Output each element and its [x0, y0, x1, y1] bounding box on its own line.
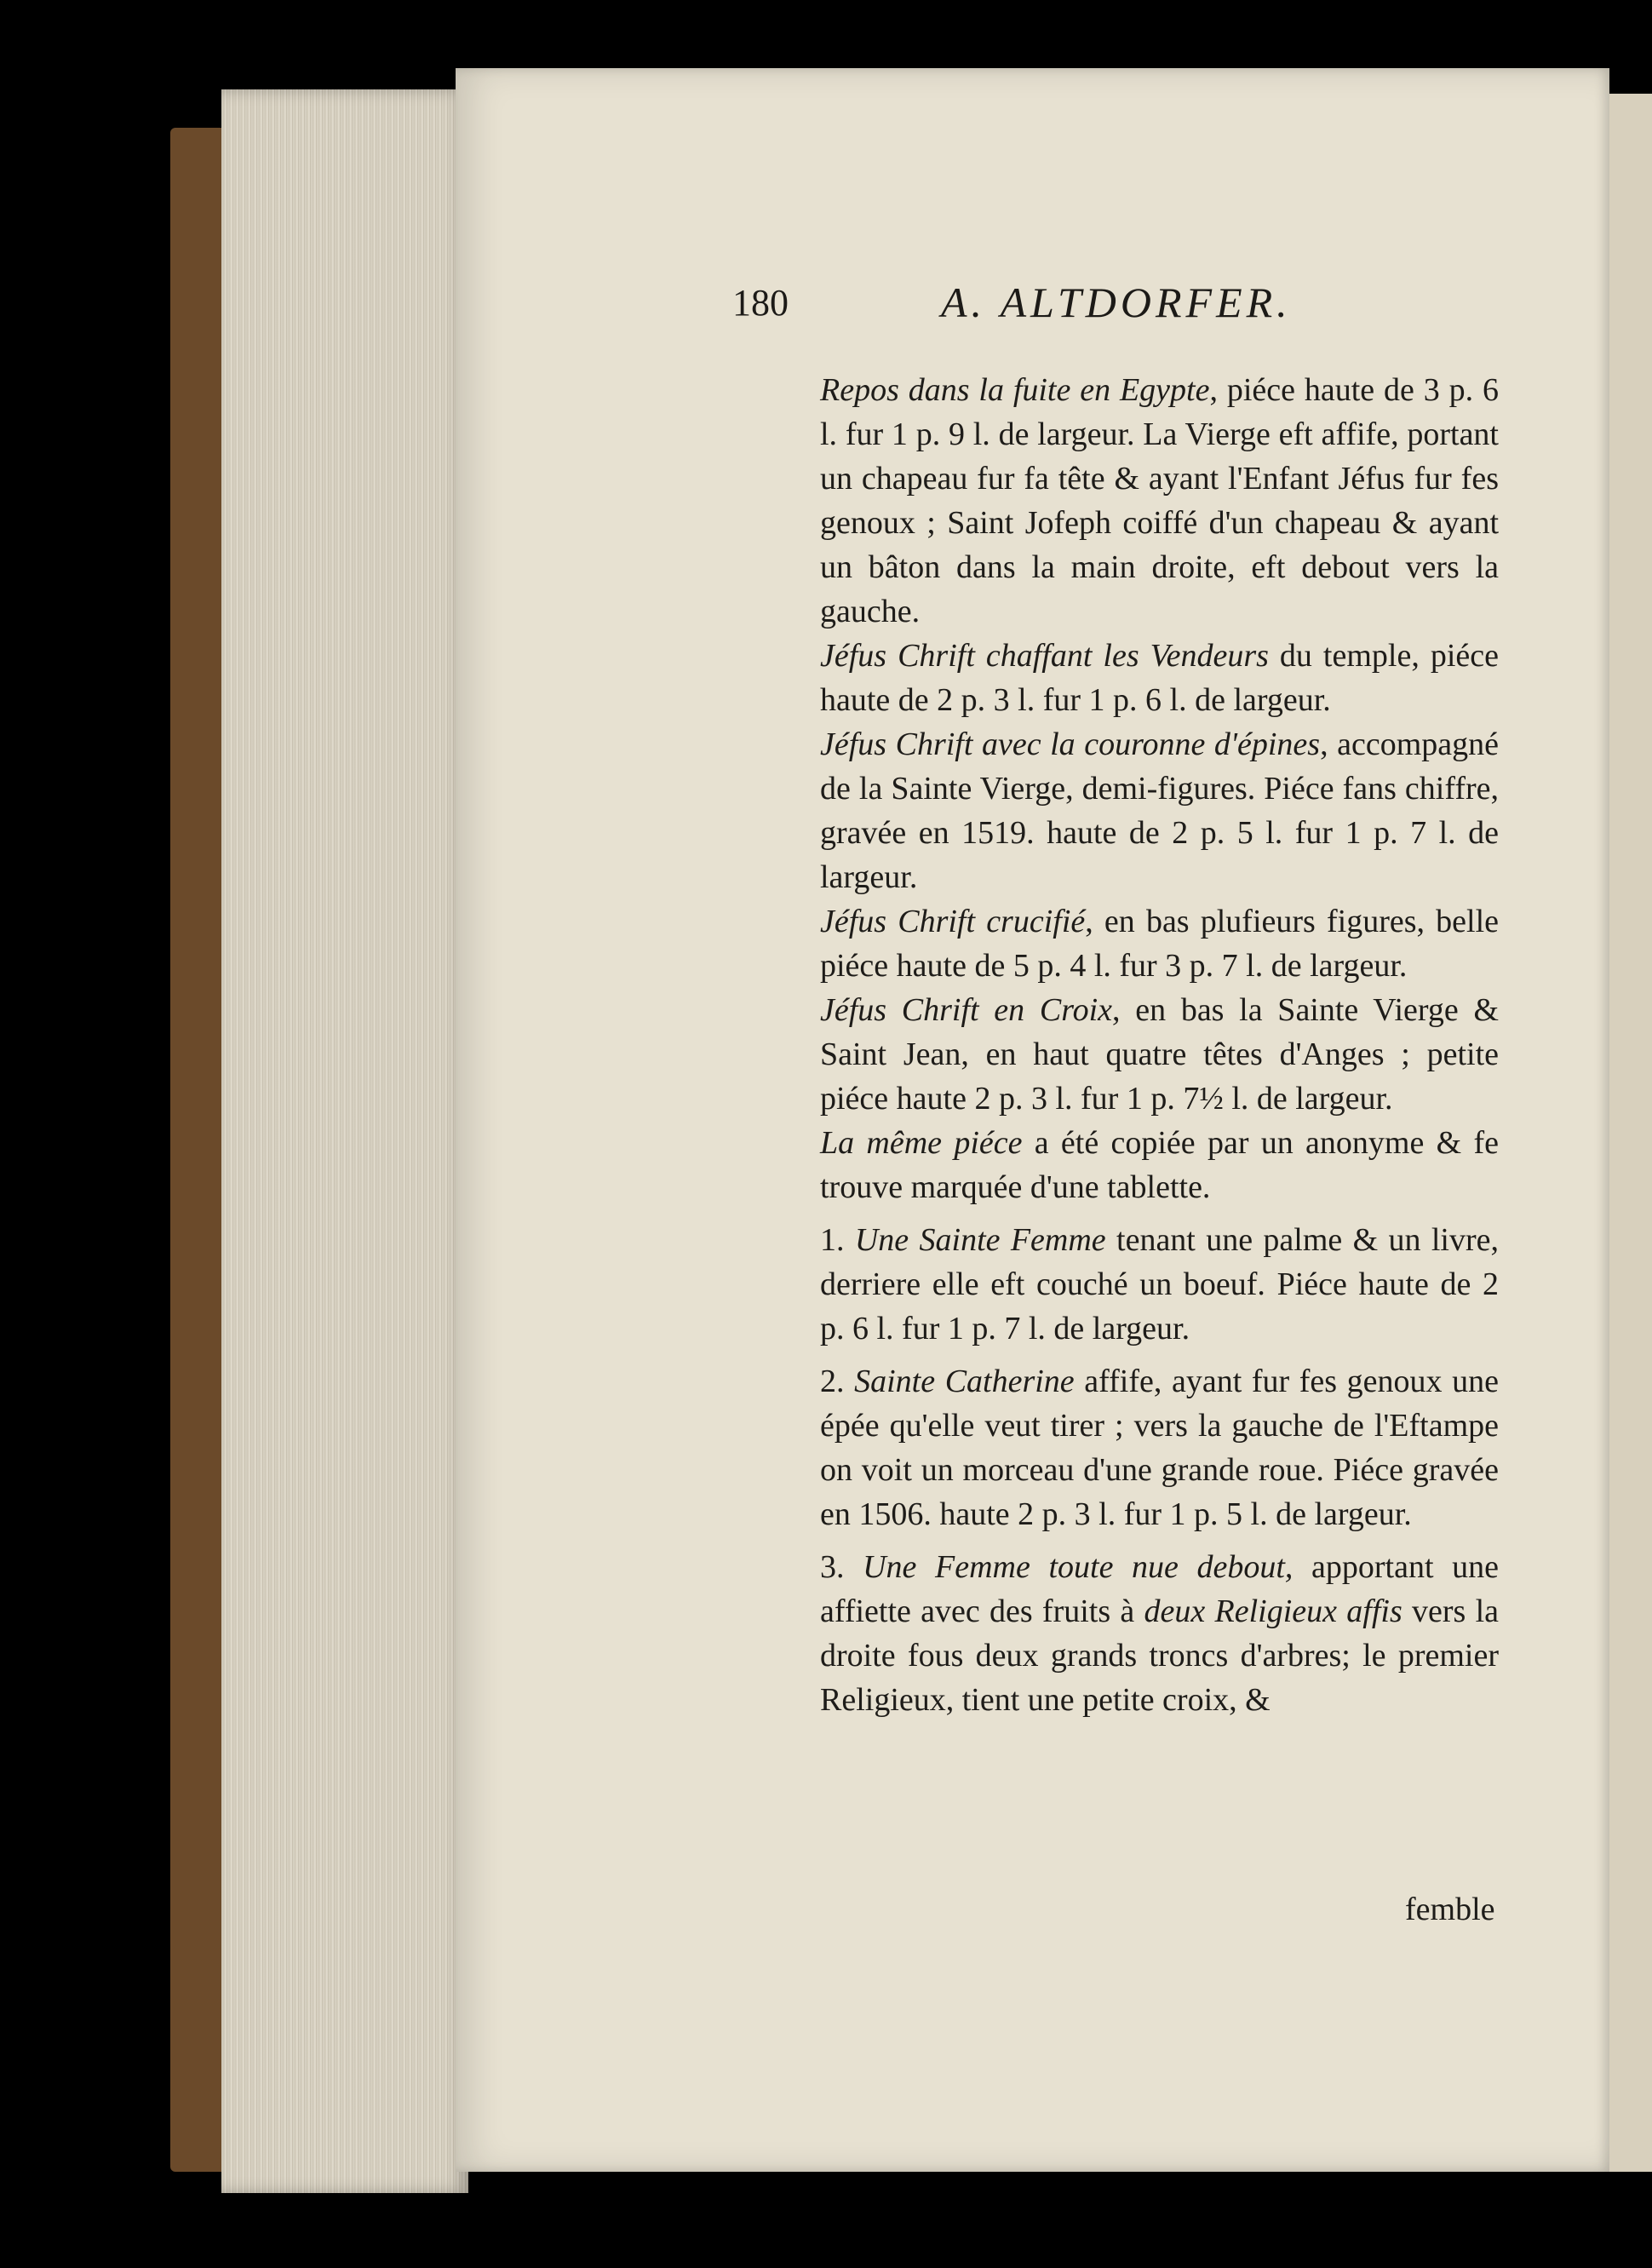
entry-text-continued: vers la droite fous deux grands troncs d'arbres; le premier Religieux, tient une petite croix, &	[820, 1593, 1499, 1718]
entry-title: Jéfus Chrift chaffant les Vendeurs	[820, 638, 1269, 674]
entry-text: apportant une affiette avec des fruits à	[820, 1549, 1499, 1629]
entry-paragraph	[771, 988, 1499, 1121]
entry-text: tenant une palme & un livre, derriere elle eft couché un boeuf. Piéce haute de 2 p. 6 l. fur 1 p. 7 l. de largeur.	[820, 1222, 1499, 1346]
entry-title: Sainte Catherine	[854, 1364, 1075, 1399]
entry-paragraph	[771, 634, 1499, 722]
entry-title: Repos dans la fuite en Egypte	[820, 372, 1210, 408]
entry-title: Jéfus Chrift avec la couronne d'épines	[820, 726, 1321, 762]
entry-title: Une Femme toute nue debout,	[863, 1549, 1293, 1585]
catchword: femble	[1405, 1892, 1495, 1927]
entry-title: Jéfus Chrift crucifié	[820, 904, 1086, 939]
numbered-entry	[771, 1359, 1499, 1536]
entry-number: 2.	[820, 1364, 845, 1399]
entry-title: Jéfus Chrift en Croix	[820, 992, 1113, 1028]
entry-text: affife, ayant fur fes genoux une épée qu'elle veut tirer ; vers la gauche de l'Eftampe on voit un morceau d'une grande roue. Piéce gravée en 1506. haute 2 p. 3 l. fur 1 p. 5 l. de largeur.	[820, 1364, 1500, 1532]
entry-paragraph	[771, 1121, 1499, 1209]
entry-text: , accompagné de la Sainte Vierge, demi-figures. Piéce fans chiffre, gravée en 1519. haute de 2 p. 5 l. fur 1 p. 7 l. de largeur.	[820, 726, 1500, 895]
entry-paragraph	[771, 722, 1499, 899]
running-head	[732, 278, 1439, 332]
entry-text: , piéce haute de 3 p. 6 l. fur 1 p. 9 l. de largeur. La Vierge eft affife, portant un chapeau fur fa tête & ayant l'Enfant Jéfus fur fes genoux ; Saint Jofeph coiffé d'un chapeau & ayant un bâton dans la main droite, eft debout vers la gauche.	[820, 372, 1499, 629]
entry-title: La même piéce	[820, 1125, 1023, 1161]
facing-page-edge	[1609, 94, 1652, 2172]
entry-text: du temple, piéce haute de 2 p. 3 l. fur 1 p. 6 l. de largeur.	[820, 638, 1499, 718]
header-title: A. ALTDORFER.	[941, 278, 1292, 326]
numbered-entry	[771, 1218, 1499, 1351]
page-edges	[221, 89, 468, 2193]
text-block	[771, 368, 1499, 1722]
entry-title: Une Sainte Femme	[854, 1222, 1106, 1258]
entry-text: a été copiée par un anonyme & fe trouve marquée d'une tablette.	[820, 1125, 1499, 1205]
numbered-entry	[771, 1545, 1499, 1722]
entry-number: 3.	[820, 1549, 845, 1585]
entry-title-secondary: deux Religieux affis	[1144, 1593, 1402, 1629]
entry-paragraph	[771, 899, 1499, 988]
entry-text: , en bas la Sainte Vierge & Saint Jean, en haut quatre têtes d'Anges ; petite piéce haute 2 p. 3 l. fur 1 p. 7½ l. de largeur.	[820, 992, 1499, 1117]
entry-paragraph	[771, 368, 1499, 634]
entry-text: , en bas plufieurs figures, belle piéce haute de 5 p. 4 l. fur 3 p. 7 l. de largeur.	[820, 904, 1500, 984]
page-number: 180	[732, 282, 789, 324]
entry-number: 1.	[820, 1222, 845, 1258]
